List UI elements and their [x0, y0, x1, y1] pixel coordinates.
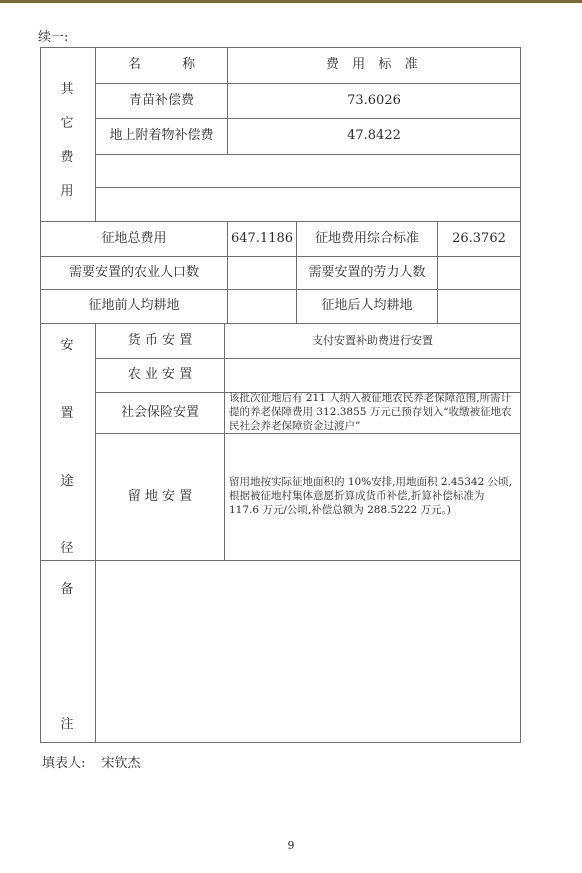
per-capita-after-label: 征地后人均耕地 — [321, 298, 413, 314]
continuation-heading: 续一: — [38, 30, 69, 45]
monetary-resettlement-label: 货 币 安 置 — [127, 332, 193, 348]
filler-name: 宋钦杰 — [101, 756, 141, 771]
per-capita-before-label: 征地前人均耕地 — [88, 298, 180, 314]
section-char-zhi: 置 — [60, 406, 74, 421]
agricultural-resettlement-text — [225, 359, 520, 392]
total-fee-label: 征地总费用 — [101, 230, 167, 246]
section-char-an: 安 — [60, 338, 74, 353]
top-border — [0, 0, 582, 3]
monetary-resettlement-text: 支付安置补助费进行安置 — [312, 334, 433, 348]
total-fee-value: 647.1186 — [230, 230, 294, 246]
per-capita-after-value — [438, 290, 520, 323]
labor-count-label: 需要安置的劳力人数 — [308, 264, 426, 280]
agricultural-resettlement-label: 农 业 安 置 — [127, 367, 193, 383]
composite-standard-value: 26.3762 — [452, 230, 506, 246]
social-insurance-resettlement-text: 该批次征地后有 211 人纳入被征地农民养老保障范围,所需计提的养老保障费用 312.3855 万元已预存划入“收缴被征地农民社会养老保障资金过渡户” — [229, 392, 512, 432]
section-char-qi: 其 — [60, 82, 74, 97]
column-header-name: 名 称 — [127, 57, 196, 73]
farm-population-value — [228, 257, 296, 289]
social-insurance-resettlement-label: 社会保险安置 — [120, 404, 199, 420]
fee-value-attachments: 47.8422 — [347, 128, 401, 144]
remarks-content — [100, 565, 515, 735]
section-char-zhu: 注 — [60, 717, 74, 732]
section-char-jing: 径 — [60, 541, 74, 556]
section-char-yong: 用 — [60, 184, 74, 199]
per-capita-before-value — [228, 290, 296, 323]
filler-label: 填表人: — [42, 756, 86, 771]
fee-value-seedling: 73.6026 — [347, 92, 401, 108]
section-char-ta: 它 — [60, 116, 74, 131]
section-char-bei: 备 — [60, 582, 74, 597]
fee-row-empty-2 — [96, 188, 520, 221]
page-number: 9 — [287, 839, 295, 852]
reserved-land-resettlement-text: 留用地按实际征地面积的 10%安排,用地面积 2.45342 公顷,根据被征地村集体意愿折算成货币补偿,折算补偿标准为 117.6 万元/公顷,补偿总额为 288.5222 万元。) — [229, 476, 512, 516]
composite-standard-label: 征地费用综合标准 — [314, 230, 419, 246]
section-char-fei: 费 — [60, 150, 74, 165]
fee-row-empty-1 — [96, 155, 520, 187]
fee-name-attachments: 地上附着物补偿费 — [109, 128, 214, 144]
labor-count-value — [438, 257, 520, 289]
fee-name-seedling: 青苗补偿费 — [128, 92, 194, 108]
filler-signature — [42, 752, 141, 771]
farm-population-label: 需要安置的农业人口数 — [68, 264, 199, 280]
section-char-tu: 途 — [60, 474, 74, 489]
reserved-land-resettlement-label: 留 地 安 置 — [127, 488, 193, 504]
column-header-standard: 费 用 标 准 — [325, 57, 423, 73]
